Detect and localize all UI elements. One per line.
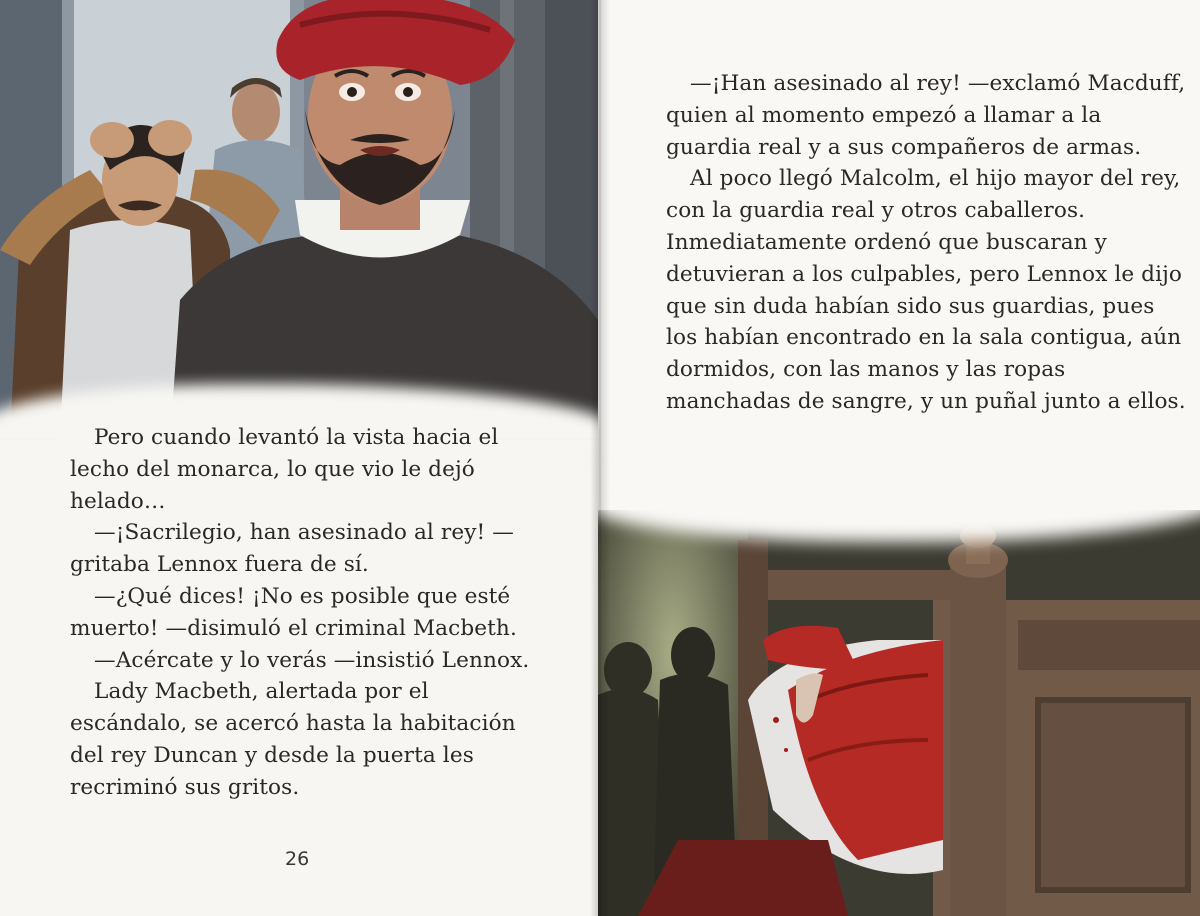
- right-page: [598, 0, 1200, 916]
- illustration-shocked-nobles: [0, 0, 598, 440]
- paragraph: —¿Qué dices! ¡No es posible que esté muerto! —disimuló el criminal Macbeth.: [70, 583, 517, 641]
- paragraph: —¡Han asesinado al rey! —exclamó Macduff, quien al momento empezó a llamar a la guardia real y a sus compañeros de armas.: [666, 71, 1186, 160]
- paragraph: —Acércate y lo verás —insistió Lennox.: [94, 647, 530, 673]
- mist-edge-right: [598, 472, 1200, 542]
- page-number: 26: [285, 848, 310, 870]
- paragraph: —¡Sacrilegio, han asesinado al rey! —gritaba Lennox fuera de sí.: [70, 520, 514, 578]
- right-page-text: [666, 68, 1186, 418]
- left-page-text: [70, 422, 540, 804]
- paragraph: Lady Macbeth, alertada por el escándalo, se acercó hasta la habitación del rey Duncan y desde la puerta les recriminó sus gritos.: [70, 679, 516, 800]
- left-page: [0, 0, 598, 916]
- paragraph: Al poco llegó Malcolm, el hijo mayor del rey, con la guardia real y otros caballeros. Inmediatamente ordenó que buscaran y detuvieran a los culpables, pero Lennox le dijo que sin duda habían sido sus guardias, pues los habían encontrado en la sala contigua, aún dormidos, con las manos y las ropas manchadas de sangre, y un puñal junto a ellos.: [666, 166, 1186, 414]
- paragraph: Pero cuando levantó la vista hacia el lecho del monarca, lo que vio le dejó helado…: [70, 425, 499, 514]
- illustration-murdered-king-bed: [598, 510, 1200, 916]
